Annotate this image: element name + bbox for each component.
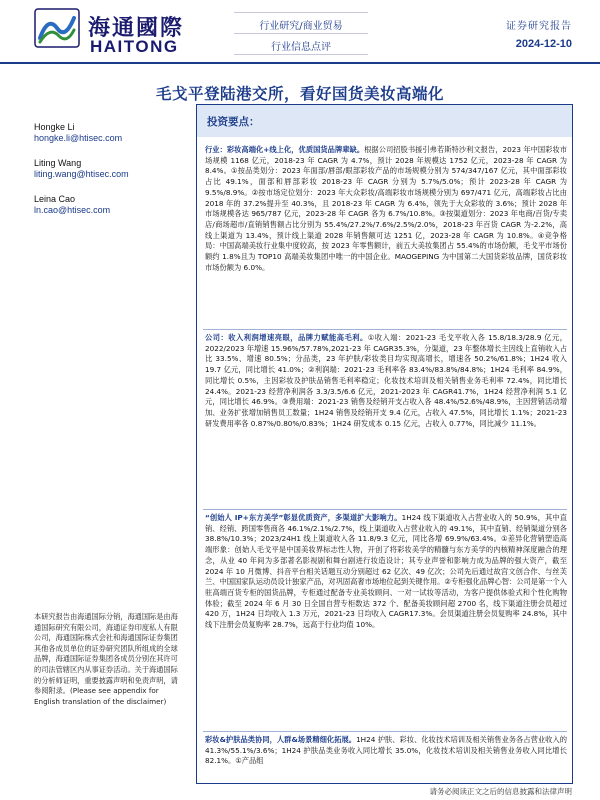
brand-section	[205, 513, 567, 727]
author-email-link[interactable]: ln.cao@htisec.com	[34, 205, 111, 215]
section-body: 1H24 护肤、彩妆、化妆技术培训及相关销售业务各占营业收入的 41.3%/55.1%/3.6%；1H24 护肤品类业务收入同比增长 35.0%，化妆技术培训及相关销售业务收入同比增长 82.1%。①产品组	[205, 735, 567, 766]
report-date: 2024-12-10	[515, 38, 572, 50]
logo-english-text: HAITONG	[90, 37, 179, 56]
section-lead: 行业：彩妆高端化+线上化，优质国货品牌辈缺。	[205, 145, 365, 154]
author-list	[34, 122, 184, 230]
report-label: 证券研究报告	[506, 21, 572, 32]
author-entry	[34, 194, 184, 216]
author-name: Hongke Li	[34, 122, 75, 132]
author-entry	[34, 158, 184, 180]
header-rule	[0, 62, 600, 64]
section-divider	[203, 509, 567, 510]
key-points-panel	[196, 104, 573, 784]
author-name: Liting Wang	[34, 158, 82, 168]
report-type: 行业信息点评	[271, 42, 331, 53]
report-category: 行业研究/商业贸易	[259, 21, 343, 32]
key-points-header	[197, 105, 572, 137]
key-points-title: 投资要点：	[207, 116, 260, 128]
section-divider	[203, 329, 567, 330]
author-email-link[interactable]: hongke.li@htisec.com	[34, 133, 123, 143]
haitong-logo-icon	[34, 8, 80, 48]
footer-notice: 请务必阅读正文之后的信息披露和法律声明	[429, 787, 572, 796]
section-body: 根据公司招股书援引弗若斯特沙利文报告，2023 年中国彩妆市场规模 1168 亿元，2018-23 年 CAGR 为 4.7%，预计 2028 年规模达 1752 亿元，2023-28 年 CAGR 为 8.4%。①按品类划分：2023 年面部/唇部/眼部彩妆产品的市场规模分别为 574/347/167 亿元，其中面部彩妆占比 49.1%，面部和唇部彩妆 2018-23 年 CAGR 分别为 5.7%/5.0%；预计 2023-28 年 CAGR 为 9.5%/8.9%。②按市场定位划分：2023 年大众彩妆/高端彩妆市场规模分别为 697/471 亿元，高端彩妆占比由 2018 年的 37.2%提升至 40.3%，且 2018-23 年 CAGR 为 6.4%，领先于大众彩妆的 3.6%；预计 2028 年市场规模各达 965/787 亿元，2023-28 年 CAGR 各为 6.7%/10.8%。③按渠道划分：2023 年电商/百货/专卖店/商场超市/直销销售额占比分别为 55.4%/27.2%/7.6%/2.5%/2.0%，2018-23 年百货 CAGR 为-2.2%，高线上渠道为 13.4%，预计线上渠道 2028 年销售额可达 1251 亿，2023-28 年 CAGR 为 10.8%。④竞争格局：中国高端美妆行业集中度较高，按 2023 年零售额计，前五大美妆集团占 55.4%的市场份额，毛戈平市场份额约 1.8%且为 TOP10 高端美妆集团中唯一的中国企业。MAOGEPING 为中国第二大国货彩妆品牌，国货彩妆市场份额为 6.0%。	[205, 145, 567, 272]
disclaimer-text: 本研究报告由海通国际分销，海通国际是由海通国际研究有限公司，海通证券印度私人有限公司，海通国际株式会社和海通国际证券集团其他各成员单位的证券研究团队所组成的全球品牌，海通国际证券集团各成员分别在其许可的司法管辖区内从事证券活动。关于海通国际的分析师证明，重要披露声明和免责声明，请参阅附录。(Please see appendix for English translation of the disclaimer)	[34, 612, 178, 706]
section-lead: “创始人 IP+东方美学”彰显优质资产，多渠道扩大影响力。	[205, 513, 402, 522]
section-lead: 彩妆&护肤品类协同，人群&场景精细化拓展。	[205, 735, 357, 744]
section-lead: 公司：收入利润增速亮眼，品牌力赋能高毛利。	[205, 333, 368, 342]
header-divider	[234, 33, 368, 34]
logo-chinese-text: 海通國際	[88, 15, 185, 41]
author-email-link[interactable]: liting.wang@htisec.com	[34, 169, 129, 179]
page-header	[0, 0, 600, 66]
page-title: 毛戈平登陆港交所，看好国货美妆高端化	[155, 84, 444, 103]
industry-section	[205, 145, 567, 325]
header-divider	[234, 54, 368, 55]
company-section	[205, 333, 567, 505]
header-divider	[234, 12, 368, 13]
section-divider	[203, 731, 567, 732]
section-body: 1H24 线下渠道收入占营业收入的 50.9%，其中直销、经销、跨国零售商各 46.1%/2.1%/2.7%，线上渠道收入占营业收入的 49.1%，其中直销、经销渠道分别各 38.8%/10.3%；2023/24H1 线上渠道收入各 11.8/9.3 亿元，同比各增 69.9%/63.4%。①差异化营销塑造高端形象：创始人毛戈平是中国美妆界标志性人物，开创了将彩妆美学的精髓与东方美学的内核精神深度融合的理念，从业 40 年间为多部著名影视剧和舞台剧进行妆造设计；其专业声誉和影响力成为品牌的强大资产，截至 2024 年 10 月微博、抖音平台相关话题互动分别超过 62 亿次、49 亿次；公司先后通过故宫文创合作、与丝芙兰、中国国家队运动员设计独家产品，对巩固高奢市场地位起到关键作用。②专柜强化品牌心智：公司是第一个入驻高端百货专柜的国货品牌，专柜通过配备专业美妆顾问、一对一试妆等活动，为客户提供体验式和个性化购物体验；截至 2024 年 6 月 30 日全国自营专柜数达 372 个、配备美妆顾问超 2700 名，线下渠道注册会员超过 420 万，1H24 日均收入 1.3 万元，2021-23 日均收入 CAGR17.3%。会员渠道注册会员复购率 24.8%，其中线下注册会员复购率 28.7%，远高于行业均值 10%。	[205, 513, 567, 630]
author-name: Leina Cao	[34, 194, 76, 204]
author-entry	[34, 122, 184, 144]
category-section	[205, 735, 567, 779]
section-body: ①收入端：2021-23 毛戈平收入各 15.8/18.3/28.9 亿元，2022/2023 年增速 15.96%/57.78%,2021-23 年 CAGR35.3%，分渠道，23 年整体增长主因线上直销收入占比 33.5%、增速 80.5%；分品类，23 年护肤/彩妆类目均实现高增长，增速各 50.2%/61.8%；1H24 收入 19.7 亿元，同比增长 41.0%；②利润端：2021-23 毛利率各 83.4%/83.8%/84.8%；1H24 毛利率 84.9%，同比增长 0.5%，主因彩妆及护肤品销售毛利率稳定；化妆技术培训及相关销售业务毛利率 72.4%，同比增长 24.4%。2021-23 经营净利润各 3.3/3.5/6.6 亿元，2021-2023 年 CAGR41.7%，1H24 经营净利润 5.1 亿元，同比增长 46.9%。③费用端：2021-23 销售及经销开支占收入各 48.4%/52.6%/48.9%，主因营销活动增加、业务扩张增加销售员工数量；1H24 销售及经销开支 9.4 亿元，占收入 47.5%，同比增长 1.1%；2021-23 研发费用率各 0.87%/0.80%/0.83%；1H24 研发成本 0.15 亿元，占收入 0.77%，同比减少 11.1%。	[205, 333, 567, 428]
